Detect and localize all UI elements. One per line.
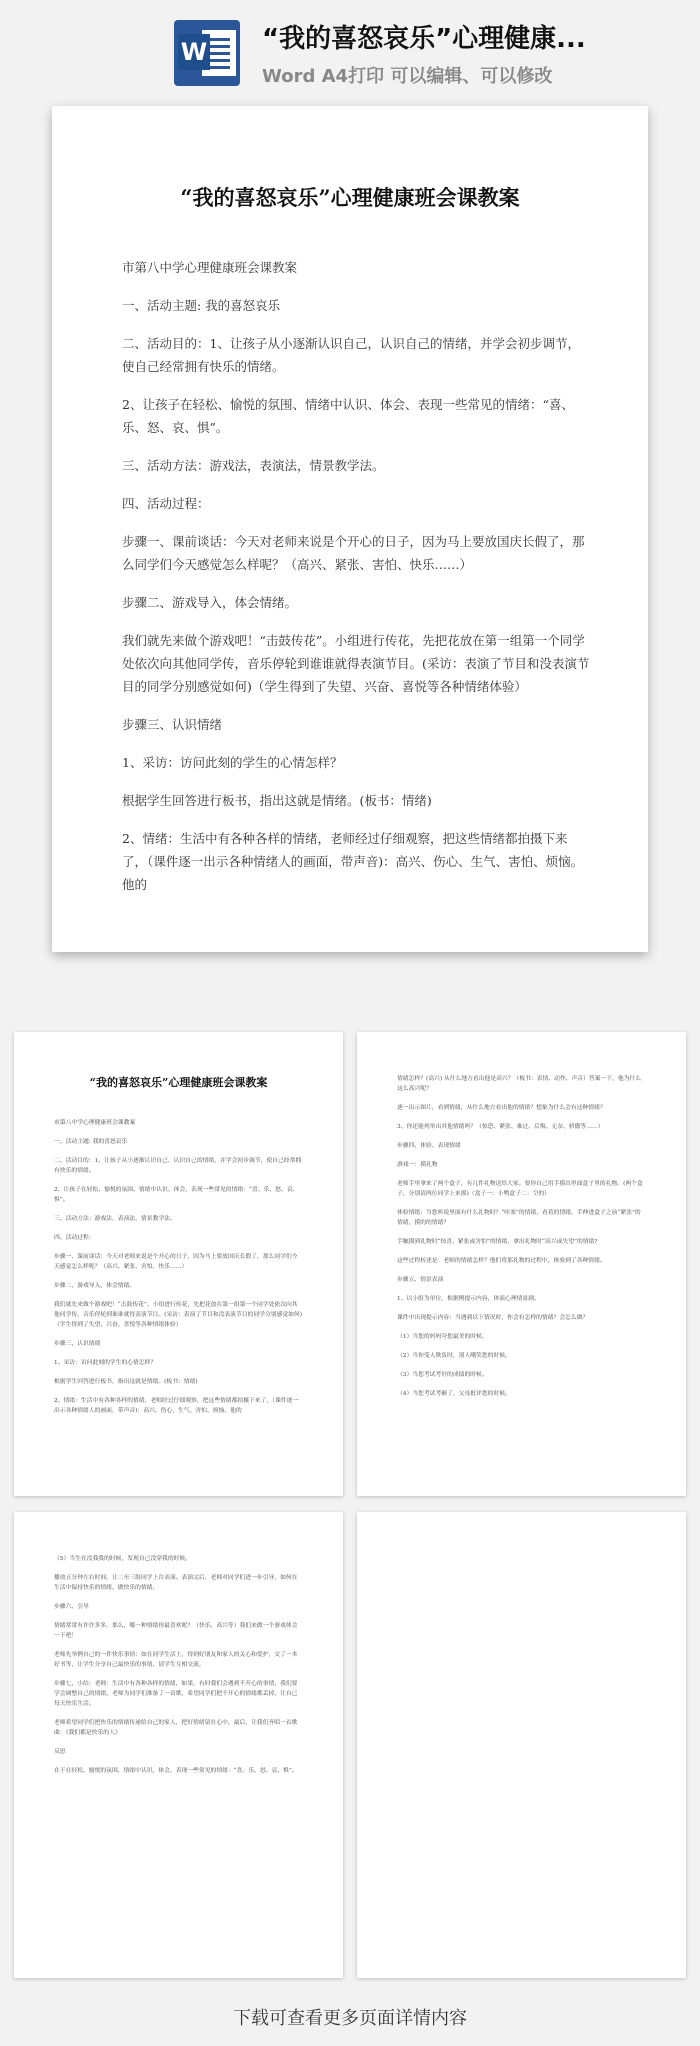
paragraph: 一、活动主题: 我的喜怒哀乐	[122, 298, 281, 313]
paragraph: 一、活动主题: 我的喜怒哀乐	[54, 1139, 128, 1145]
paragraph: 逐一出示图片，看到情绪，从什么地方看出他的情绪？想象为什么会有这种情绪？	[397, 1105, 606, 1111]
paragraph: 2、情绪：生活中有各种各样的情绪，老师经过仔细观察，把这些情绪都拍摄下来了，（课件逐一出示各种情绪人的画面，带声音)：高兴、伤心、生气、害怕、烦恼。他的	[122, 831, 584, 892]
thumbnail-body	[14, 1118, 343, 1416]
paragraph: 市第八中学心理健康班会课教案	[122, 260, 298, 275]
paragraph: （2）当你受人欺负时，别人嘲笑您的时候。	[397, 1353, 511, 1359]
paragraph: 步骤二、游戏导入，体会情绪。	[122, 595, 298, 610]
paragraph: 2、情绪：生活中有各种各样的情绪，老师经过仔细观察，把这些情绪都拍摄下来了，（课件逐一出示各种情绪人的画面，带声音)：高兴、伤心、生气、害怕、烦恼。他的	[54, 1398, 299, 1414]
paragraph: 游戏一：摸礼物	[397, 1162, 438, 1168]
paragraph: 三、活动方法：游戏法，表演法，情景教学法。	[54, 1216, 176, 1222]
page-thumbnail-3[interactable]	[14, 1512, 343, 1978]
paragraph: 在于在轻松、愉悦的氛围，情绪中认识，体会，表现一些常见的情绪：“喜、乐、怒、哀、惧”。	[54, 1768, 298, 1774]
word-document-icon	[174, 20, 240, 86]
paragraph: 老师先举例自己的一件快乐事情：如在同学生活上，得到好朋友和家人的关心和爱护，交了一本好书等，让学生分享自己最快乐的事情，请学生互相交流。	[54, 1652, 298, 1668]
paragraph: 四、活动过程：	[54, 1235, 95, 1241]
paragraph: 步骤七、小结：老师：生活中有各种各样的情绪，如果，有时我们会遇到不开心的事情，我们要学会调整自己的情绪，老师为同学们准备了一首歌，希望同学们把不开心的情绪都丢掉，让自己每天快乐生活。	[54, 1681, 298, 1707]
paragraph: 情绪常常有许许多多，那么，哪一种情绪你最喜欢呢？（快乐、高兴等）我们来做一个游戏体会一下吧！	[54, 1623, 298, 1639]
main-page-body	[122, 256, 592, 911]
paragraph: 二、活动目的：1、让孩子从小逐渐认识自己，认识自己的情绪，并学会初步调节，使自己经常拥有快乐的情绪。	[54, 1158, 302, 1174]
thumbnail-title: “我的喜怒哀乐”心理健康班会课教案	[89, 1076, 268, 1089]
page-thumbnail-1[interactable]	[14, 1032, 343, 1496]
paragraph: 步骤四、体验、表现情绪	[397, 1143, 461, 1149]
paragraph: 反思	[54, 1749, 66, 1755]
paragraph: 步骤六、引导	[54, 1604, 89, 1610]
thumbnail-body	[357, 1032, 686, 1399]
paragraph: 2、让孩子在轻松、愉悦的氛围、情绪中认识、体会、表现一些常见的情绪：“喜、乐、怒、哀、惧”。	[54, 1187, 299, 1203]
document-header	[0, 0, 700, 96]
page-thumbnail-2[interactable]	[357, 1032, 686, 1496]
paragraph: 步骤一、课前谈话：今天对老师来说是个开心的日子，因为马上要放国庆长假了，那么同学们今天感觉怎么样呢？（高兴、紧张、害怕、快乐……）	[122, 534, 585, 572]
paragraph: 这些过程转述是：老师的情绪怎样？他们将那礼物的过程中，体验到了各种情绪。	[397, 1258, 606, 1264]
paragraph: （4）当您考试考砸了，父母批评您的时候。	[397, 1391, 511, 1397]
paragraph: 根据学生回答进行板书，指出这就是情绪。(板书：情绪)	[54, 1379, 198, 1385]
paragraph: 3、你还能列举出其他情绪吗？（惊恐、紧张、难过、后悔、无奈、骄傲等……）	[397, 1124, 604, 1130]
paragraph: 我们就先来做个游戏吧！“击鼓传花”。小组进行传花，先把花放在第一组第一个同学处依次向其他同学传，音乐停轮到谁谁就得表演节目。(采访：表演了节目和没表演节目的同学分别感觉如何)（学生得到了失望、兴奋、喜悦等各种情绪体验）	[54, 1302, 302, 1328]
paragraph: （5）当生在没我我的时候，发现自己没穿我的时候。	[54, 1556, 192, 1562]
paragraph: 播放五分钟左右时间，让二至三组同学上台表演。表演完后，老师对同学们进一步引导，如何在生活中保持快乐的情绪，做快乐的情绪。	[54, 1575, 298, 1591]
paragraph: 二、活动目的：1、让孩子从小逐渐认识自己，认识自己的情绪，并学会初步调节，使自己经常拥有快乐的情绪。	[122, 336, 580, 374]
word-letter: W	[178, 34, 210, 70]
document-title: “我的喜怒哀乐”心理健康班会课教案	[180, 185, 520, 210]
paragraph: （1）当您的妈妈夸您最美的时候。	[397, 1334, 488, 1340]
paragraph: 2、让孩子在轻松、愉悦的氛围、情绪中认识、体会、表现一些常见的情绪：“喜、乐、怒、哀、惧”。	[122, 397, 574, 435]
header-title: “我的喜怒哀乐”心理健康...	[262, 24, 586, 54]
paragraph: 情绪怎样？(高兴) 从什么地方看出他是高兴？（板书：表情、动作、声音）答案一下，他为什么这么高兴呢？	[397, 1076, 642, 1092]
paragraph: 体验情绪：当您听说里面有什么礼物时？“哇塞”的情绪，看着的情绪，手伸进盒子之前“紧张”的情绪，摸的的情绪？	[397, 1210, 641, 1226]
header-subtitle: Word A4打印 可以编辑、可以修改	[262, 66, 553, 87]
paragraph: 市第八中学心理健康班会课教案	[54, 1120, 136, 1126]
paragraph: 步骤二、游戏导入，体会情绪。	[54, 1283, 136, 1289]
paragraph: 老师希望同学们把快乐的情绪传递给自己的家人，把好情绪留在心中，最后，让我们齐唱一首歌曲：《我们都是快乐的人》	[54, 1720, 298, 1736]
paragraph: 我们就先来做个游戏吧！“击鼓传花”。小组进行传花，先把花放在第一组第一个同学处依次向其他同学传，音乐停轮到谁谁就得表演节目。(采访：表演了节目和没表演节目的同学分别感觉如何)（学生得到了失望、兴奋、喜悦等各种情绪体验）	[122, 633, 590, 694]
paragraph: 步骤三、认识情绪	[54, 1341, 101, 1347]
download-more-link[interactable]: 下载可查看更多页面详情内容	[233, 2008, 467, 2029]
paragraph: 步骤五、情景表演	[397, 1277, 444, 1283]
paragraph: （3）当您考试考好的成绩的时候。	[397, 1372, 488, 1378]
thumbnail-body	[14, 1512, 343, 1776]
paragraph: 步骤一、课前谈话：今天对老师来说是个开心的日子，因为马上要放国庆长假了，那么同学们今天感觉怎么样呢？（高兴、紧张、害怕、快乐……）	[54, 1254, 298, 1270]
paragraph: 根据学生回答进行板书，指出这就是情绪。(板书：情绪)	[122, 793, 432, 808]
paragraph: 课件中出现提示内容：当遇到以下情况时，你会有怎样的情绪？会怎么做？	[397, 1315, 589, 1321]
paragraph: 手触摸到礼物时“惊喜、紧张或害怕”的情绪，拿出礼物时“高兴或失望”的情绪?	[397, 1239, 598, 1245]
paragraph: 老师手里拿来了两个盒子，有几件礼物送给大家。要你自己用手摸出里面盒子里的礼物。(两个盒子，分别请两位同学上来摸)（盒子一：小鸭盒子二：空的）	[397, 1181, 643, 1197]
paragraph: 步骤三、认识情绪	[122, 717, 223, 732]
paragraph: 1、以小组为单位，根据例提示内容，体演心理情景剧。	[397, 1296, 540, 1302]
paragraph: 三、活动方法：游戏法，表演法，情景教学法。	[122, 458, 385, 473]
paragraph: 1、采访：访问此刻的学生的心情怎样？	[54, 1360, 157, 1366]
main-page-preview	[52, 106, 648, 952]
paragraph: 四、活动过程：	[122, 496, 210, 511]
paragraph: 1、采访：访问此刻的学生的心情怎样？	[122, 755, 343, 770]
page-thumbnail-4-blank[interactable]	[357, 1512, 686, 1978]
